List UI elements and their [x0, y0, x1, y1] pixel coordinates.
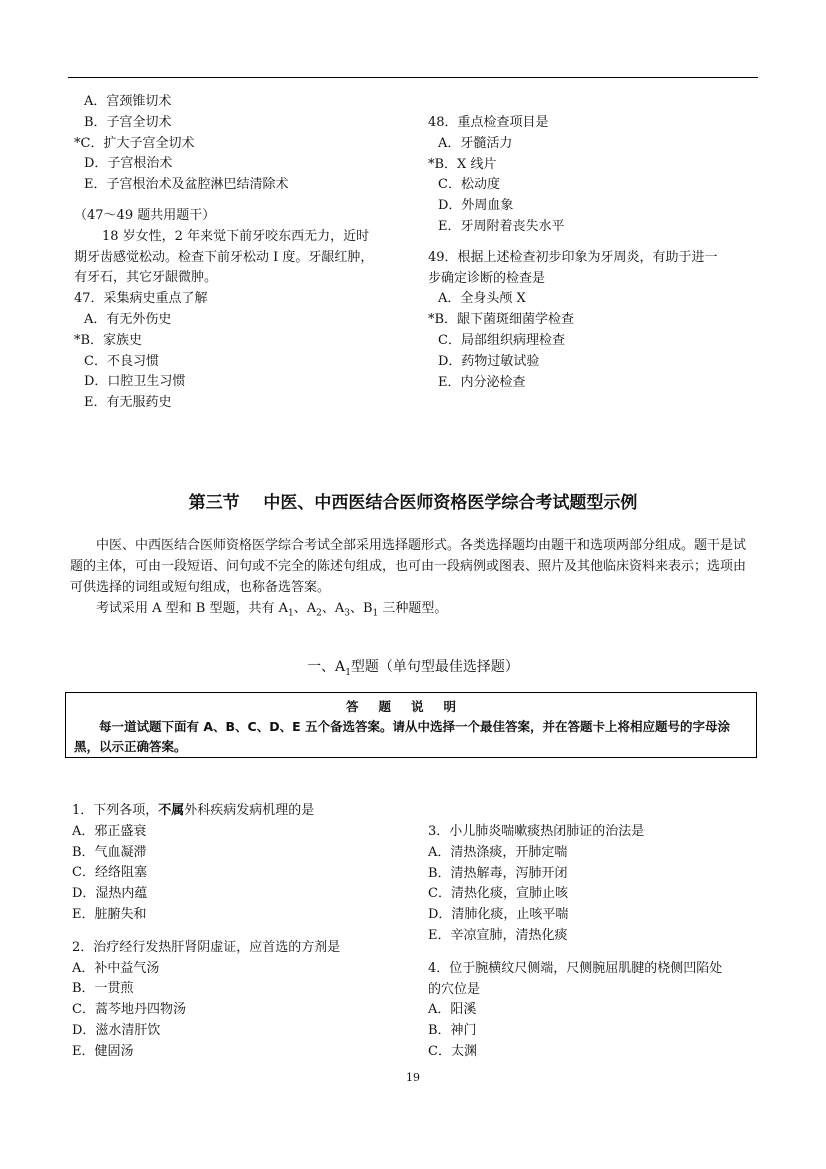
q2-option-b: B．一贯煎	[72, 981, 134, 997]
q4-stem-line-2: 的穴位是	[428, 981, 481, 997]
q3-stem: 3．小儿肺炎喘嗽痰热闭肺证的治法是	[428, 824, 645, 839]
q1-stem-text: 外科疾病发病机理的是	[184, 803, 315, 818]
bottom-right-column	[428, 822, 758, 1063]
types-paragraph	[70, 598, 758, 625]
q49-stem-line-2: 步确定诊断的检查是	[428, 270, 546, 286]
q47-option-d: D．口腔卫生习惯	[84, 374, 186, 390]
q46-option-b: B．子宫全切术	[84, 114, 172, 130]
q2-stem: 2．治疗经行发热肝肾阴虚证，应首选的方剂是	[72, 939, 341, 955]
instructions-title: 答题说明	[345, 699, 476, 714]
q47-option-c: C．不良习惯	[84, 353, 159, 369]
spacer	[428, 947, 758, 959]
top-left-column	[74, 92, 414, 414]
q1-option-a: A．邪正盛衰	[72, 823, 147, 839]
types-text: 、B	[349, 601, 373, 616]
q47-option-b: *B．家族史	[74, 332, 143, 348]
q46-option-c: *C．扩大子宫全切术	[74, 135, 195, 151]
q3-option-c: C．清热化痰，宣肺止咳	[428, 886, 568, 902]
q2-option-d: D．滋水清肝饮	[72, 1022, 161, 1038]
instructions-box	[65, 692, 757, 758]
q48-option-b: *B．X 线片	[428, 156, 497, 172]
q49-option-c: C．局部组织病理检查	[438, 332, 565, 348]
q4-option-a: A．阳溪	[428, 1002, 477, 1018]
shared-stem-header: （47～49 题共用题干）	[74, 207, 216, 223]
q46-option-d: D．子宫根治术	[84, 156, 173, 172]
section-title: 第三节 中医、中西医结合医师资格医学综合考试题型示例	[188, 493, 638, 513]
q2-option-a: A．补中益气汤	[72, 960, 160, 976]
q49-option-e: E．内分泌检查	[438, 374, 526, 390]
q46-option-a: A．宫颈锥切术	[84, 94, 172, 109]
q48-option-c: C．松动度	[438, 177, 500, 193]
q1-option-b: B．气血凝滞	[72, 844, 147, 860]
spacer	[428, 238, 758, 248]
q1-option-e: E．脏腑失和	[72, 906, 147, 922]
q1-option-d: D．湿热内蕴	[72, 886, 148, 902]
bottom-left-column	[72, 801, 417, 1063]
types-sub: 1	[372, 608, 379, 619]
q48-stem: 48．重点检查项目是	[428, 115, 549, 130]
q46-option-e: E．子宫根治术及盆腔淋巴结清除术	[84, 177, 289, 193]
q4-option-c: C．太渊	[428, 1043, 477, 1059]
q47-stem: 47．采集病史重点了解	[74, 291, 208, 307]
q47-option-a: A．有无外伤史	[84, 311, 172, 327]
q1-stem-emphasis: 不属	[158, 803, 185, 818]
types-text: 三种题型。	[378, 601, 448, 616]
header-rule	[68, 77, 758, 78]
q1-stem	[72, 801, 417, 822]
q49-option-a: A．全身头颅 X	[438, 291, 526, 307]
types-sub: 3	[344, 608, 350, 619]
shared-stem-line-1: 18 岁女性，2 年来觉下前牙咬东西无力，近时	[102, 228, 370, 244]
q3-option-a: A．清热涤痰，开肺定喘	[428, 844, 568, 860]
q3-option-b: B．清热解毒，泻肺开闭	[428, 865, 568, 881]
q48-option-a: A．牙髓活力	[438, 135, 513, 151]
top-right-column	[428, 113, 758, 393]
q4-stem-line-1: 4．位于腕横纹尺侧端，尺侧腕屈肌腱的桡侧凹陷处	[428, 960, 723, 976]
q48-option-d: D．外周血象	[438, 198, 514, 214]
subtitle-text: 型题（单句型最佳选择题）	[350, 659, 519, 675]
q48-option-e: E．牙周附着丧失水平	[438, 218, 565, 234]
types-text: 、A	[321, 601, 345, 616]
subtitle-text: 一、A	[307, 659, 346, 675]
spacer	[74, 196, 414, 206]
subsection-title	[0, 656, 826, 678]
q49-stem-line-1: 49．根据上述检查初步印象为牙周炎，有助于进一	[428, 249, 718, 265]
types-sub: 2	[316, 608, 322, 619]
subtitle-sub: 1	[345, 667, 351, 678]
types-text: 、A	[293, 601, 317, 616]
q3-option-d: D．清肺化痰，止咳平喘	[428, 907, 569, 923]
shared-stem-line-3: 有牙石，其它牙龈微肿。	[74, 270, 218, 286]
q3-option-e: E．辛凉宣肺，清热化痰	[428, 927, 568, 943]
q49-option-b: *B．龈下菌斑细菌学检查	[428, 312, 575, 328]
instructions-text: 每一道试题下面有 A、B、C、D、E 五个备选答案。请从中选择一个最佳答案，并在答题卡上将相应题号的字母涂黑，以示正确答案。	[74, 719, 730, 754]
intro-text	[70, 535, 758, 625]
q49-option-d: D．药物过敏试验	[438, 353, 540, 369]
types-sub: 1	[288, 608, 294, 619]
q2-option-e: E．健固汤	[72, 1043, 134, 1059]
q47-option-e: E．有无服药史	[84, 395, 172, 411]
q2-option-c: C．蒿芩地丹四物汤	[72, 1002, 186, 1018]
types-text: 考试采用 A 型和 B 型题，共有 A	[96, 601, 288, 616]
shared-stem-line-2: 期牙齿感觉松动。检查下前牙松动 I 度。牙龈红肿，	[74, 249, 374, 265]
page-number: 19	[406, 1071, 420, 1084]
q4-option-b: B．神门	[428, 1023, 477, 1039]
spacer	[72, 926, 417, 938]
q1-option-c: C．经络阻塞	[72, 865, 147, 881]
q1-stem-text: 1．下列各项，	[72, 803, 159, 818]
intro-paragraph: 中医、中西医结合医师资格医学综合考试全部采用选择题形式。各类选择题均由题干和选项两部分组成。题干是试题的主体，可由一段短语、问句或不完全的陈述句组成，也可由一段病例或图表、照片及其他临床资料来表示；选项由可供选择的词组或短句组成，也称备选答案。	[70, 538, 747, 595]
